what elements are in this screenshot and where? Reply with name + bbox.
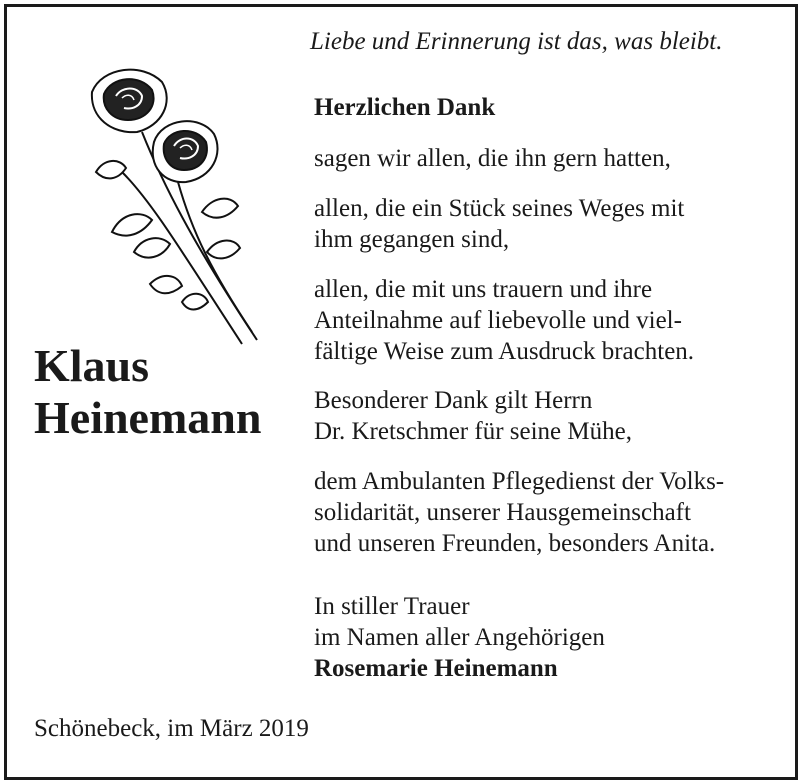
deceased-first-name: Klaus [34,340,150,391]
text-line: Besonderer Dank gilt Herrn [314,387,593,414]
text-line: allen, die ein Stück seines Weges mit [314,195,685,222]
signature-line-1: In stiller Trauer [314,593,470,620]
signature-line-2: im Namen aller Angehörigen [314,624,605,651]
text-line: solidarität, unserer Hausgemeinschaft [314,499,691,526]
roses-icon [82,62,282,352]
signature-block [314,591,605,684]
paragraph-2 [314,193,684,255]
text-line: Dr. Kretschmer für seine Mühe, [314,418,632,445]
paragraph-3 [314,274,694,367]
text-line: Anteilnahme auf liebevolle und viel- [314,307,682,334]
paragraph-1 [314,143,671,174]
place-date: Schönebeck, im März 2019 [34,715,309,742]
text-line: ihm gegangen sind, [314,226,510,253]
text-line: allen, die mit uns trauern und ihre [314,276,653,303]
deceased-last-name: Heinemann [34,392,262,443]
paragraph-4 [314,385,632,447]
paragraph-5 [314,466,724,559]
text-line: und unseren Freunden, besonders Anita. [314,530,716,557]
motto: Liebe und Erinnerung ist das, was bleibt. [310,28,723,55]
text-line: fältige Weise zum Ausdruck brachten. [314,338,695,365]
text-line: dem Ambulanten Pflegedienst der Volks- [314,468,725,495]
text-line: sagen wir allen, die ihn gern hatten, [314,145,671,172]
signature-name: Rosemarie Heinemann [314,655,558,682]
deceased-name [34,340,261,444]
thanks-heading: Herzlichen Dank [314,94,496,121]
